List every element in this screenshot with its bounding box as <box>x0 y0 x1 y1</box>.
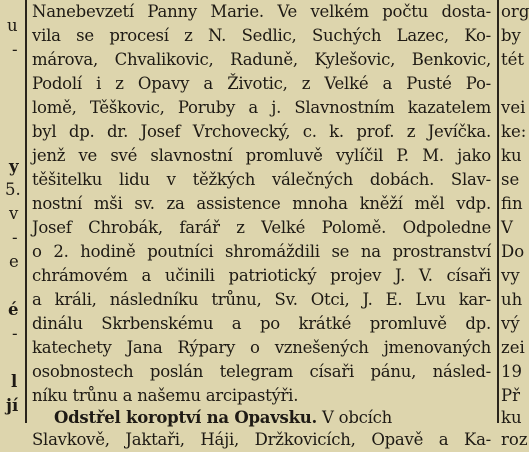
left-fragment: jí <box>6 396 19 415</box>
right-fragment: ku <box>501 408 522 427</box>
section-heading: Odstřel koroptví na Opavsku. <box>54 408 318 427</box>
right-fragment: V <box>501 218 513 237</box>
column-divider <box>25 0 27 423</box>
main-column <box>32 0 495 449</box>
left-fragment: - <box>12 40 18 59</box>
left-column <box>0 0 24 423</box>
text-line: dinálu Skrbenskému a po krátké promluvě dp. <box>32 314 491 333</box>
right-fragment: uh <box>501 290 523 309</box>
text-line: nostní mši sv. za assistence mnoha kněží měl vdp. <box>32 194 491 213</box>
right-fragment: by <box>501 26 521 45</box>
left-fragment: é <box>8 300 19 319</box>
text-line: byl dp. dr. Josef Vrchovecký, c. k. prof. z Jevíčka. <box>32 122 491 141</box>
left-fragment: 5. <box>5 180 21 199</box>
left-fragment: e <box>9 252 19 271</box>
left-fragment: y <box>9 157 19 176</box>
right-fragment: ku <box>501 146 522 165</box>
right-fragment: 19 <box>501 362 522 381</box>
text-line-last: níku trůnu a našemu arcipastýři. <box>32 386 299 405</box>
right-fragment: se <box>501 170 520 189</box>
text-line: chrámovém a učinili patriotický projev J. V. císaři <box>32 266 491 285</box>
text-line: Podolí i z Opavy a Životic, z Velké a Pusté Po- <box>32 74 491 93</box>
right-fragment: fin <box>501 194 523 213</box>
text-line: Slavkově, Jaktaři, Háji, Držkovicích, Opavě a Ka- <box>32 430 491 449</box>
right-fragment: roz <box>501 430 528 449</box>
right-fragment: vý <box>501 314 520 333</box>
left-fragment: u <box>7 16 18 35</box>
right-fragment: vei <box>501 98 526 117</box>
text-line: těšitelku lidu v těžkých válečných dobách. Slav- <box>32 170 491 189</box>
right-fragment: Do <box>501 242 525 261</box>
section-heading-continuation: V obcích <box>317 408 393 427</box>
text-line: márova, Chvalikovic, Raduně, Kylešovic, Benkovic, <box>32 50 491 69</box>
column-divider <box>497 0 499 423</box>
right-column <box>501 0 529 449</box>
right-fragment: ke: <box>501 122 527 141</box>
text-line: o 2. hodině poutníci shromáždili se na prostranství <box>32 242 491 261</box>
left-fragment: l <box>11 372 18 391</box>
left-fragment: - <box>12 324 18 343</box>
right-fragment: Př <box>501 386 520 405</box>
right-fragment: org <box>501 2 529 21</box>
text-line: Nanebevzetí Panny Marie. Ve velkém počtu dosta- <box>32 2 491 21</box>
text-line: lomě, Těškovic, Poruby a j. Slavnostním kazatelem <box>32 98 491 117</box>
left-fragment: v <box>9 204 19 223</box>
left-fragment: - <box>12 228 18 247</box>
right-fragment: tét <box>501 50 525 69</box>
text-line: osobnostech poslán telegram císaři pánu, násled- <box>32 362 491 381</box>
text-line: vila se procesí z N. Sedlic, Suchých Lazec, Ko- <box>32 26 491 45</box>
right-fragment: vy <box>501 266 520 285</box>
text-line: Josef Chrobák, farář z Velké Polomě. Odpoledne <box>32 218 491 237</box>
text-line: a králi, následníku trůnu, Sv. Otci, J. E. Lvu kar- <box>32 290 491 309</box>
section-heading-line <box>54 406 392 430</box>
text-line: katechety Jana Rýpary o vznešených jmenovaných <box>32 338 491 357</box>
text-line: jenž ve své slavnostní promluvě vylíčil P. M. jako <box>32 146 491 165</box>
right-fragment: zei <box>501 338 525 357</box>
